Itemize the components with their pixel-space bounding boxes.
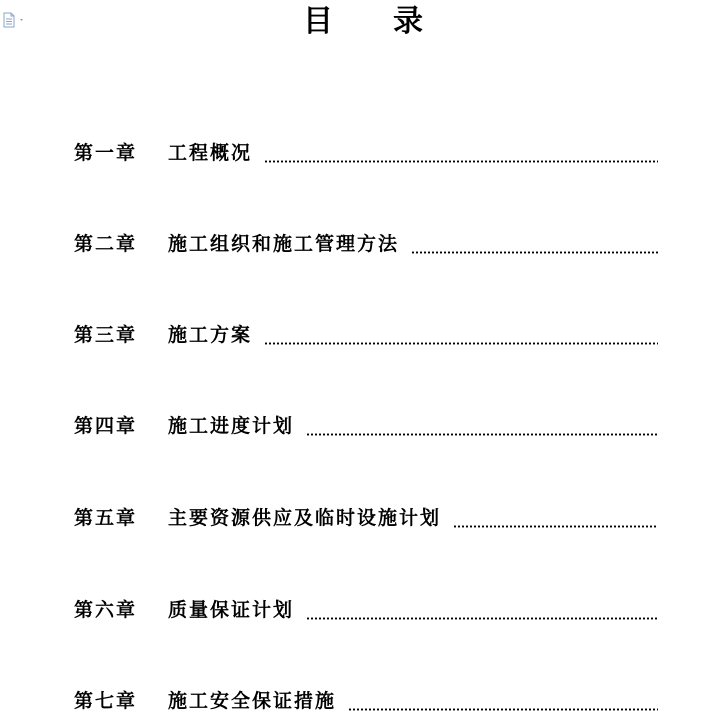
toc-entry-2[interactable] <box>74 217 658 257</box>
toc-chapter-label: 第六章 <box>74 599 138 621</box>
toc-dot-leader <box>348 708 658 711</box>
toc-chapter-label: 第七章 <box>74 690 138 712</box>
toc-chapter-title: 主要资源供应及临时设施计划 <box>168 507 442 529</box>
toc-entry-1[interactable] <box>74 126 658 166</box>
toc-chapter-label: 第三章 <box>74 324 138 346</box>
toc-chapter-label: 第二章 <box>74 233 138 255</box>
toc-chapter-title: 工程概况 <box>168 142 253 164</box>
toc-dot-leader <box>264 160 658 163</box>
title-char-1: 目 <box>303 4 333 39</box>
title-char-2: 录 <box>393 4 423 39</box>
toc-chapter-title: 施工方案 <box>168 324 253 346</box>
page-title <box>0 4 726 40</box>
toc-chapter-title: 质量保证计划 <box>168 599 295 621</box>
toc-dot-leader <box>411 251 658 254</box>
toc-chapter-label: 第四章 <box>74 415 138 437</box>
toc-dot-leader <box>453 525 658 528</box>
toc-entry-6[interactable] <box>74 583 658 623</box>
toc-dot-leader <box>264 342 658 345</box>
toc-entry-7[interactable] <box>74 674 658 714</box>
toc-chapter-label: 第一章 <box>74 142 138 164</box>
toc-chapter-title: 施工进度计划 <box>168 415 295 437</box>
toc-chapter-label: 第五章 <box>74 507 138 529</box>
toc-dot-leader <box>306 433 658 436</box>
toc-entry-4[interactable] <box>74 399 658 439</box>
toc-entry-5[interactable] <box>74 491 658 531</box>
toc-entry-3[interactable] <box>74 308 658 348</box>
toc-dot-leader <box>306 617 658 620</box>
toc-chapter-title: 施工安全保证措施 <box>168 690 337 712</box>
toc-chapter-title: 施工组织和施工管理方法 <box>168 233 400 255</box>
